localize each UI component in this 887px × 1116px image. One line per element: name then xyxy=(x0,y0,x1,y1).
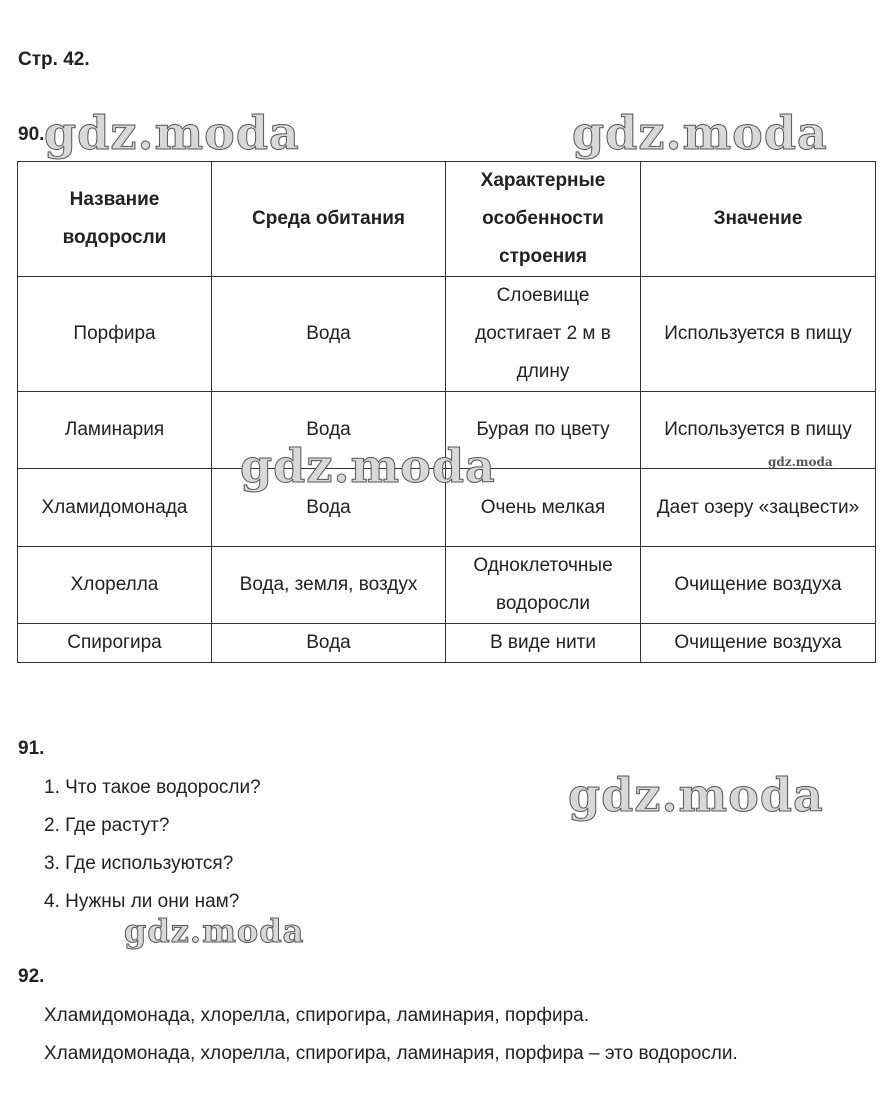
table-cell: Слоевище достигает 2 м в длину xyxy=(446,277,641,392)
table-cell: В виде нити xyxy=(446,624,641,663)
watermark-logo: gdz.moda xyxy=(124,912,305,950)
table-row xyxy=(18,624,876,663)
question-list xyxy=(44,769,261,921)
page-title: Стр. 42. xyxy=(18,49,90,70)
table-cell: Очищение воздуха xyxy=(641,547,876,624)
table-cell: Вода xyxy=(212,624,446,663)
header-cell: Название водоросли xyxy=(18,162,212,277)
table-cell: Очень мелкая xyxy=(446,469,641,547)
answer-line: Хламидомонада, хлорелла, спирогира, ламинария, порфира. xyxy=(44,1005,589,1026)
header-cell: Значение xyxy=(641,162,876,277)
header-cell: Характерные особенности строения xyxy=(446,162,641,277)
table-cell: Хламидомонада xyxy=(18,469,212,547)
table-cell: Используется в пищу xyxy=(641,392,876,469)
table-cell: Бурая по цвету xyxy=(446,392,641,469)
table-cell: Порфира xyxy=(18,277,212,392)
algae-table xyxy=(17,161,876,663)
table-cell: Очищение воздуха xyxy=(641,624,876,663)
watermark-logo: gdz.moda xyxy=(240,439,496,493)
table-cell: Хлорелла xyxy=(18,547,212,624)
table-cell: Дает озеру «зацвести» xyxy=(641,469,876,547)
table-cell: Вода xyxy=(212,392,446,469)
watermark-logo: gdz.moda xyxy=(768,455,833,469)
table-cell: Вода, земля, воздух xyxy=(212,547,446,624)
list-item: 2. Где растут? xyxy=(44,815,170,836)
table-cell: Спирогира xyxy=(18,624,212,663)
table-cell: Используется в пищу xyxy=(641,277,876,392)
table-cell: Одноклеточные водоросли xyxy=(446,547,641,624)
list-item: 4. Нужны ли они нам? xyxy=(44,891,240,912)
task-90-number: 90. xyxy=(18,124,45,145)
watermark-logo: gdz.moda xyxy=(572,106,828,160)
watermark-logo: gdz.moda xyxy=(44,106,300,160)
task-92-number: 92. xyxy=(18,966,45,987)
table-cell: Вода xyxy=(212,469,446,547)
table-header-row xyxy=(18,162,876,277)
watermark-logo: gdz.moda xyxy=(568,768,824,822)
table-row xyxy=(18,547,876,624)
task-91-number: 91. xyxy=(18,738,45,759)
header-cell: Среда обитания xyxy=(212,162,446,277)
table-cell: Ламинария xyxy=(18,392,212,469)
table-cell: Вода xyxy=(212,277,446,392)
answer-line: Хламидомонада, хлорелла, спирогира, ламинария, порфира – это водоросли. xyxy=(44,1043,738,1064)
table-row xyxy=(18,277,876,392)
list-item: 3. Где используются? xyxy=(44,853,234,874)
list-item: 1. Что такое водоросли? xyxy=(44,777,261,798)
